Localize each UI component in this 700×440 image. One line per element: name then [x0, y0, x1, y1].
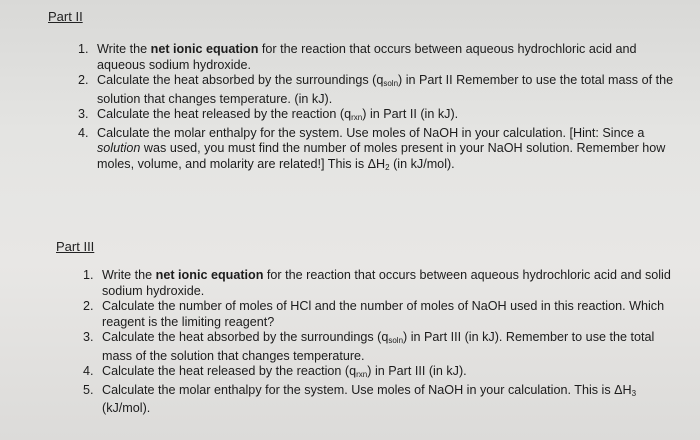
question-text: Calculate the heat released by the reaction (q — [102, 364, 357, 378]
part-3-question-5 — [83, 383, 680, 417]
question-text: Calculate the heat absorbed by the surroundings (q — [97, 73, 384, 87]
question-number: 5. — [83, 382, 94, 397]
part-3-question-2 — [83, 299, 680, 330]
question-number: 4. — [83, 364, 94, 378]
question-text: ) in Part II (in kJ). — [362, 107, 459, 121]
question-number: 4. — [78, 125, 89, 140]
question-number: 2. — [78, 73, 89, 87]
part-2-question-3 — [78, 107, 680, 126]
question-text: Calculate the heat released by the reaction (q — [97, 107, 352, 121]
subscript: 3 — [631, 388, 637, 398]
question-text: (kJ/mol). — [102, 401, 151, 415]
subscript: rxn — [356, 370, 368, 379]
question-text-bold: net ionic equation — [155, 268, 264, 282]
subscript: rxn — [351, 113, 363, 122]
question-text: ) in Part III (in kJ). Remember to use the total mass of the solution that changes temperature. — [102, 330, 655, 363]
question-text: for the reaction that occurs between aqueous hydrochloric acid and solid sodium hydroxide. — [102, 268, 671, 298]
question-number: 1. — [83, 268, 94, 282]
question-text: Calculate the heat absorbed by the surroundings (q — [102, 330, 389, 344]
part-3-question-3 — [83, 330, 680, 364]
subscript: soln — [388, 336, 404, 345]
question-text: Write the — [97, 42, 151, 56]
part-2-question-2 — [78, 73, 680, 107]
part-3-question-1 — [83, 268, 680, 299]
subscript: 2 — [385, 162, 390, 172]
part-2-title: Part II — [48, 9, 83, 24]
question-text: Write the — [102, 268, 156, 282]
part-3-question-4 — [83, 364, 680, 383]
question-text: Calculate the molar enthalpy for the system. Use moles of NaOH in your calculation. This is ΔH — [102, 382, 632, 397]
question-text: Calculate the number of moles of HCl and the number of moles of NaOH used in this reaction. Which reagent is the limiting reagent? — [102, 299, 665, 329]
question-number: 1. — [78, 42, 89, 56]
part-2-question-1 — [78, 42, 680, 73]
question-number: 3. — [78, 107, 89, 121]
question-text: for the reaction that occurs between aqueous hydrochloric acid and aqueous sodium hydroxide. — [97, 42, 637, 72]
part-2-question-list — [78, 42, 680, 175]
question-text-italic: solution — [97, 141, 141, 155]
question-number: 3. — [83, 330, 94, 344]
question-number: 2. — [83, 299, 94, 313]
question-text-bold: net ionic equation — [150, 42, 259, 56]
question-text: ) in Part III (in kJ). — [367, 364, 467, 378]
question-text: was used, you must find the number of moles present in your NaOH solution. Remember how moles, volume, and molarity are related!] This is ΔH — [97, 141, 666, 171]
part-3-question-list — [83, 268, 680, 417]
question-text: (in kJ/mol). — [389, 156, 455, 171]
subscript: soln — [383, 79, 399, 88]
part-3-title: Part III — [56, 239, 95, 254]
question-text: Calculate the molar enthalpy for the system. Use moles of NaOH in your calculation. [Hint: Since a — [97, 125, 645, 140]
part-2-question-4 — [78, 126, 680, 176]
question-text: ) in Part II Remember to use the total mass of the solution that changes temperature. (in kJ). — [97, 73, 674, 106]
